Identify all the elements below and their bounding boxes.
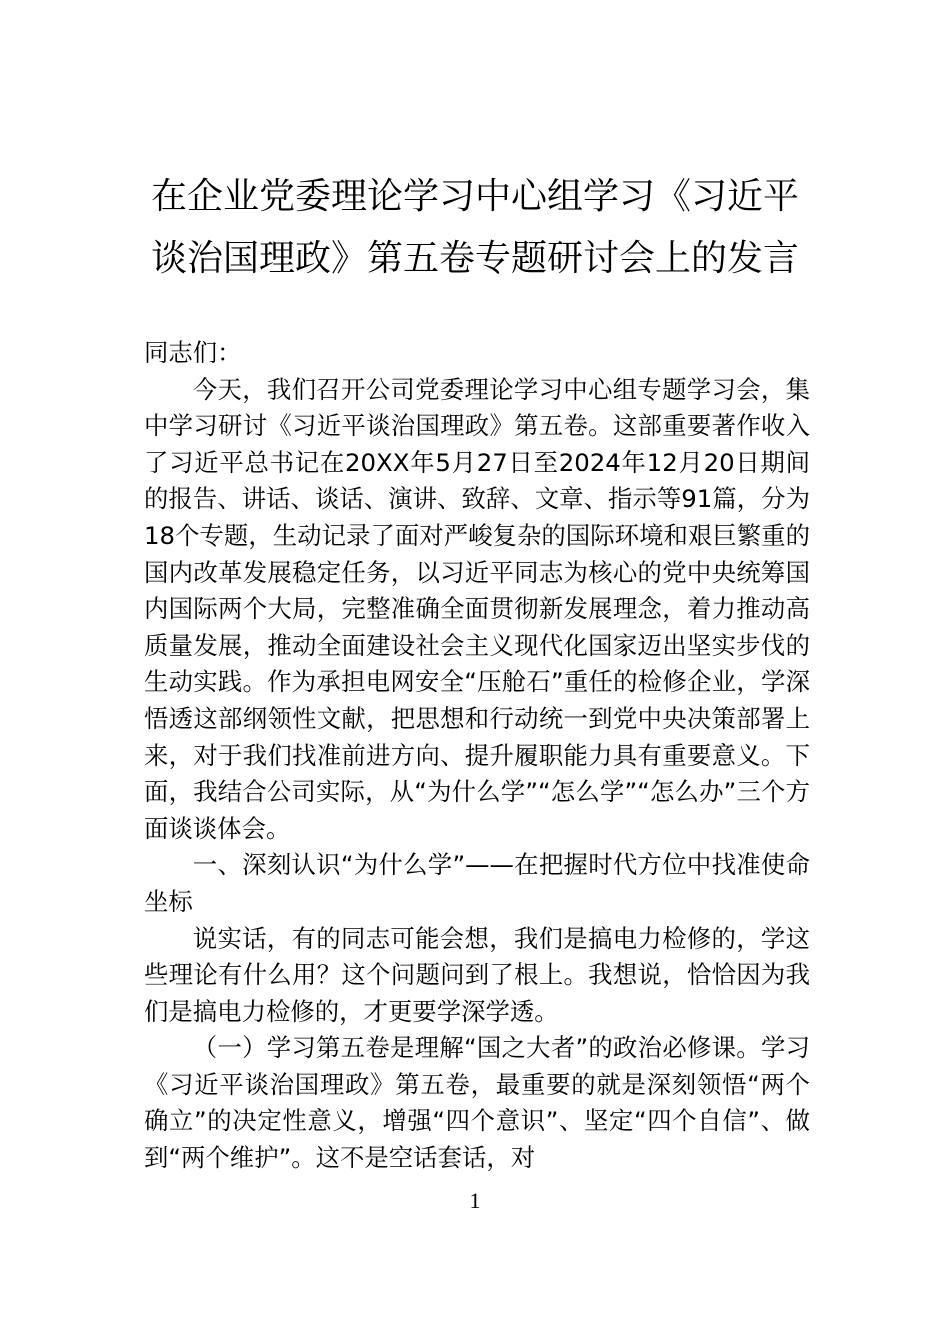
salutation: 同志们： <box>144 338 242 367</box>
paragraph-section-1: 说实话，有的同志可能会想，我们是搞电力检修的，学这些理论有什么用？这个问题问到了根上。我想说，恰恰因为我们是搞电力检修的，才更要学深学透。 <box>144 923 810 1026</box>
section-heading-1: 一、深刻认识“为什么学”——在把握时代方位中找准使命坐标 <box>144 850 810 916</box>
title-line-2: 谈治国理政》第五卷专题研讨会上的发言 <box>150 238 799 279</box>
paragraph-subsection-1: （一）学习第五卷是理解“国之大者”的政治必修课。学习《习近平谈治国理政》第五卷，最重要的就是深刻领悟“两个确立”的决定性意义，增强“四个意识”、坚定“四个自信”、做到“两个维护”。这不是空话套话，对 <box>144 1033 810 1173</box>
document-body <box>144 335 810 1177</box>
title-line-1: 在企业党委理论学习中心组学习《习近平 <box>150 176 799 217</box>
paragraph-intro: 今天，我们召开公司党委理论学习中心组专题学习会，集中学习研讨《习近平谈治国理政》第五卷。这部重要著作收入了习近平总书记在20XX年5月27日至2024年12月20日期间的报告、讲话、谈话、演讲、致辞、文章、指示等91篇，分为18个专题，生动记录了面对严峻复杂的国际环境和艰巨繁重的国内改革发展稳定任务，以习近平同志为核心的党中央统筹国内国际两个大局，完整准确全面贯彻新发展理念，着力推动高质量发展，推动全面建设社会主义现代化国家迈出坚实步伐的生动实践。作为承担电网安全“压舱石”重任的检修企业，学深悟透这部纲领性文献，把思想和行动统一到党中央决策部署上来，对于我们找准前进方向、提升履职能力具有重要意义。下面，我结合公司实际，从“为什么学”“怎么学”“怎么办”三个方面谈谈体会。 <box>144 374 810 843</box>
document-title <box>140 166 810 290</box>
page-number: 1 <box>469 1188 481 1213</box>
